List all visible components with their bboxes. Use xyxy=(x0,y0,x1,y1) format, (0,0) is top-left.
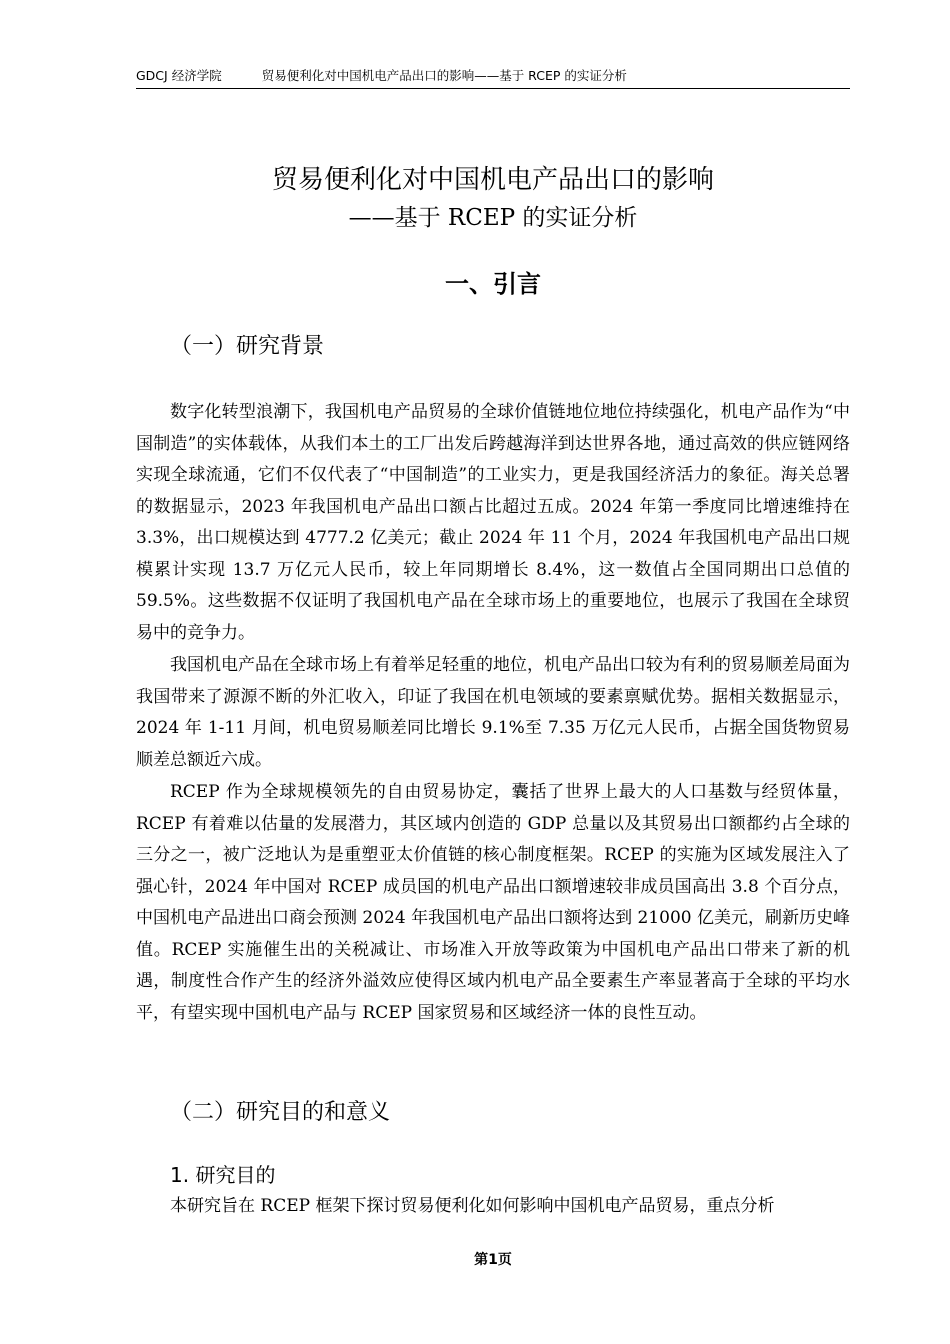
body-paragraph: 本研究旨在 RCEP 框架下探讨贸易便利化如何影响中国机电产品贸易，重点分析 xyxy=(170,1196,775,1216)
paper-subtitle: ——基于 RCEP 的实证分析 xyxy=(348,205,638,231)
body-paragraph: 数字化转型浪潮下，我国机电产品贸易的全球价值链地位地位持续强化，机电产品作为“中国制造”的实体载体，从我们本土的工厂出发后跨越海洋到达世界各地，通过高效的供应链网络实现全球流通，它们不仅代表了“中国制造”的工业实力，更是我国经济活力的象征。海关总署的数据显示，2023 年我国机电产品出口额占比超过五成。2024 年第一季度同比增速维持在 3.3%，出口规模达到 4777.2 亿美元；截止 2024 年 11 个月，2024 年我国机电产品出口规模累计实现 13.7 万亿元人民币，较上年同期增长 8.4%，这一数值占全国同期出口总值的 59.5%。这些数据不仅证明了我国机电产品在全球市场上的重要地位，也展示了我国在全球贸易中的竞争力。 xyxy=(136,402,850,643)
header-running-title: 贸易便利化对中国机电产品出口的影响——基于 RCEP 的实证分析 xyxy=(261,68,627,83)
body-paragraph: RCEP 作为全球规模领先的自由贸易协定，囊括了世界上最大的人口基数与经贸体量，RCEP 有着难以估量的发展潜力，其区域内创造的 GDP 总量以及其贸易出口额都约占全球的三分之一，被广泛地认为是重塑亚太价值链的核心制度框架。RCEP 的实施为区域发展注入了强心针，2024 年中国对 RCEP 成员国的机电产品出口额增速较非成员国高出 3.8 个百分点，中国机电产品进出口商会预测 2024 年我国机电产品出口额将达到 21000 亿美元，刷新历史峰值。RCEP 实施催生出的关税减让、市场准入开放等政策为中国机电产品出口带来了新的机遇，制度性合作产生的经济外溢效应使得区域内机电产品全要素生产率显著高于全球的平均水平，有望实现中国机电产品与 RCEP 国家贸易和区域经济一体的良性互动。 xyxy=(136,782,850,1023)
header-school: GDCJ 经济学院 xyxy=(136,68,222,83)
body-paragraph: 我国机电产品在全球市场上有着举足轻重的地位，机电产品出口较为有利的贸易顺差局面为我国带来了源源不断的外汇收入，印证了我国在机电领域的要素禀赋优势。据相关数据显示，2024 年 1-11 月间，机电贸易顺差同比增长 9.1%至 7.35 万亿元人民币，占据全国货物贸易顺差总额近六成。 xyxy=(136,655,850,770)
subsection-heading-purpose: 1. 研究目的 xyxy=(170,1163,276,1187)
section-heading-purpose: （二）研究目的和意义 xyxy=(170,1100,391,1125)
page-number: 第1页 xyxy=(474,1252,512,1268)
section-heading-background: （一）研究背景 xyxy=(170,334,325,359)
paper-title: 贸易便利化对中国机电产品出口的影响 xyxy=(271,165,714,195)
chapter-heading: 一、引言 xyxy=(445,270,541,298)
running-header xyxy=(136,68,850,89)
